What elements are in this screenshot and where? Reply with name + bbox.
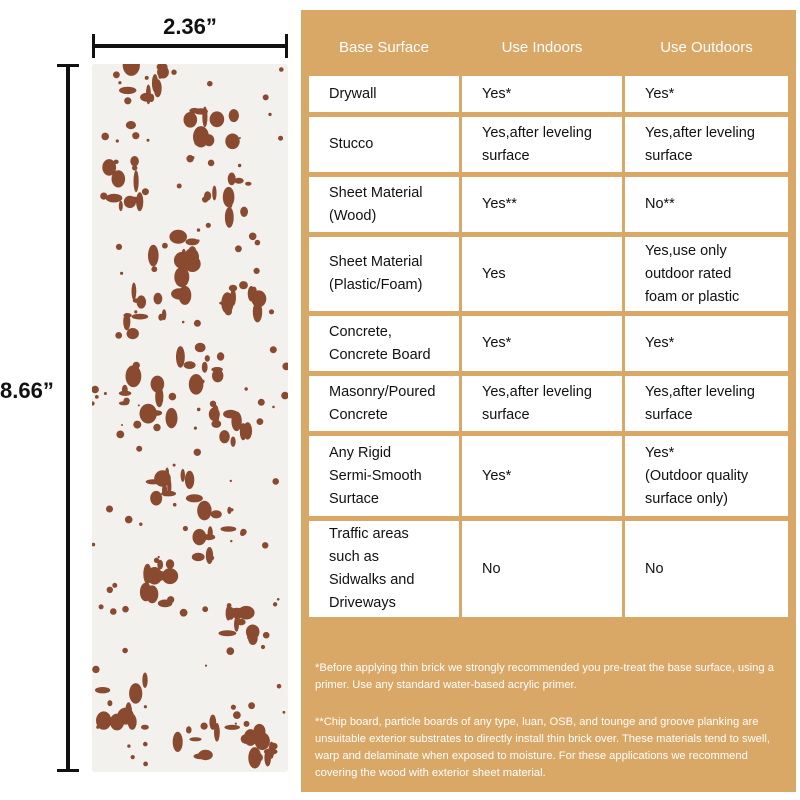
cell-surface	[309, 76, 462, 117]
thin-brick-image	[92, 64, 288, 772]
clay-speck	[272, 406, 275, 409]
clay-speck	[115, 332, 122, 339]
clay-patch	[192, 553, 205, 561]
cell-line: Sidwalks and	[329, 572, 415, 588]
cell-outdoors	[625, 436, 788, 521]
clay-patch	[148, 245, 159, 267]
clay-patch	[179, 286, 192, 305]
clay-speck	[197, 228, 200, 231]
clay-patch	[202, 362, 208, 373]
clay-speck	[244, 721, 250, 727]
clay-patch	[210, 556, 214, 560]
cell-line: Concrete	[329, 406, 388, 423]
clay-patch	[166, 559, 174, 569]
clay-speck	[96, 725, 99, 728]
clay-patch	[255, 732, 270, 750]
clay-speck	[132, 132, 139, 139]
cell-indoors	[462, 376, 625, 436]
clay-speck	[112, 583, 117, 588]
clay-speck	[268, 113, 271, 116]
cell-indoors	[462, 117, 625, 177]
clay-speck	[139, 523, 142, 526]
clay-speck	[132, 165, 137, 170]
clay-speck	[125, 516, 133, 524]
clay-patch	[240, 207, 248, 217]
clay-speck	[143, 742, 148, 747]
cell-line: Yes,use only	[645, 242, 727, 259]
clay-speck	[254, 753, 257, 756]
clay-patch	[217, 352, 224, 360]
clay-patch	[234, 178, 244, 184]
clay-patch	[174, 252, 190, 269]
clay-patch	[142, 673, 147, 688]
clay-speck	[247, 635, 252, 640]
cell-line: Driveways	[329, 595, 396, 611]
clay-speck	[277, 598, 280, 601]
clay-patch	[208, 526, 213, 539]
clay-patch	[162, 484, 167, 496]
clay-speck	[245, 387, 248, 390]
clay-speck	[262, 542, 268, 548]
clay-patch	[197, 501, 211, 521]
cell-indoors	[462, 76, 625, 117]
clay-patch	[219, 630, 237, 636]
table-row	[309, 117, 788, 177]
clay-patch	[228, 173, 236, 186]
clay-speck	[189, 246, 196, 253]
clay-speck	[202, 196, 208, 202]
clay-speck	[194, 427, 197, 430]
cell-line: surface	[645, 147, 693, 164]
clay-speck	[180, 609, 188, 617]
clay-speck	[220, 116, 222, 118]
clay-patch	[234, 617, 239, 632]
clay-speck	[230, 540, 232, 542]
clay-patch	[134, 170, 139, 192]
table-row	[309, 521, 788, 617]
cell-line: Sermi-Smooth	[329, 467, 422, 484]
clay-patch	[141, 725, 149, 730]
clay-patch	[140, 93, 153, 102]
clay-patch	[151, 376, 165, 393]
cell-line: Yes**	[482, 196, 517, 212]
clay-speck	[136, 446, 142, 452]
clay-speck	[177, 184, 182, 189]
clay-speck	[202, 606, 208, 612]
clay-patch	[158, 314, 163, 321]
cell-line: Any Rigid	[329, 444, 392, 461]
clay-speck	[116, 139, 119, 142]
cell-line: (Plastic/Foam)	[329, 277, 423, 293]
clay-patch	[223, 187, 235, 207]
clay-speck	[263, 94, 269, 100]
clay-patch	[95, 687, 110, 693]
cell-line: Stucco	[329, 136, 374, 152]
clay-speck	[143, 762, 148, 767]
clay-patch	[205, 355, 210, 362]
width-dimension-cap-right	[285, 34, 288, 58]
clay-speck	[92, 666, 99, 673]
cell-line: surface	[482, 406, 530, 423]
clay-speck	[173, 464, 176, 467]
clay-speck	[261, 645, 265, 649]
clay-patch	[189, 737, 201, 741]
clay-patch	[169, 230, 187, 244]
clay-speck	[277, 684, 282, 689]
clay-speck	[127, 744, 130, 747]
clay-patch	[166, 408, 178, 428]
cell-line: Masonry/Poured	[329, 383, 436, 400]
clay-speck	[263, 632, 270, 639]
clay-speck	[208, 138, 210, 140]
cell-outdoors	[625, 177, 788, 237]
table-row	[309, 76, 788, 117]
brick-texture	[92, 64, 288, 772]
table-row	[309, 316, 788, 376]
clay-speck	[235, 723, 237, 725]
clay-speck	[194, 320, 201, 327]
table-header-row	[309, 18, 788, 76]
cell-line: (Outdoor quality	[645, 467, 749, 484]
clay-speck	[162, 243, 168, 249]
clay-patch	[210, 111, 225, 127]
footnote-wood-substrates: **Chip board, particle boards of any type, luan, OSB, and tounge and groove planking are unsuitable exterior substrates to directly install thin brick over. These materials tend to swell, warp and delaminate when exposed to moisture. For these applications we recommend covering the wood with exterior sheet material.	[315, 716, 770, 779]
clay-speck	[194, 131, 201, 138]
clay-speck	[183, 526, 188, 531]
clay-patch	[244, 729, 257, 746]
clay-speck	[118, 81, 121, 84]
clay-speck	[133, 421, 141, 429]
clay-patch	[154, 470, 171, 486]
footnote-primer: *Before applying thin brick we strongly recommended you pre-treat the base surface, using a primer. Use any standard water-based acrylic primer.	[315, 662, 774, 691]
clay-patch	[230, 289, 236, 306]
clay-speck	[113, 71, 120, 78]
clay-speck	[210, 401, 216, 407]
clay-patch	[158, 600, 173, 608]
height-dimension-label: 8.66”	[0, 378, 54, 403]
clay-speck	[225, 308, 232, 315]
clay-speck	[283, 711, 286, 714]
clay-speck	[235, 245, 242, 252]
clay-patch	[140, 404, 157, 424]
cell-line: Yes*	[645, 85, 675, 102]
clay-patch	[224, 725, 240, 730]
clay-patch	[173, 732, 183, 752]
clay-patch	[126, 365, 142, 387]
clay-speck	[122, 606, 129, 613]
cell-line: Yes,after leveling	[645, 124, 755, 141]
clay-speck	[201, 723, 208, 730]
cell-surface	[309, 237, 462, 316]
clay-speck	[169, 393, 177, 401]
clay-speck	[227, 603, 232, 608]
cell-line: Drywall	[329, 85, 377, 102]
clay-patch	[186, 726, 192, 733]
clay-speck	[230, 480, 232, 482]
clay-patch	[119, 201, 123, 211]
clay-speck	[239, 137, 241, 139]
cell-line: Yes,after leveling	[482, 124, 592, 141]
clay-speck	[120, 272, 123, 275]
clay-patch	[176, 346, 185, 368]
clay-speck	[153, 424, 160, 431]
header-base-surface: Base Surface	[309, 18, 462, 76]
clay-speck	[182, 321, 185, 324]
clay-patch	[240, 423, 247, 440]
height-dimension-cap-top	[57, 64, 79, 67]
cell-indoors	[462, 316, 625, 376]
cell-outdoors	[625, 237, 788, 316]
clay-speck	[154, 558, 159, 563]
height-dimension-line	[66, 66, 70, 771]
clay-speck	[208, 160, 215, 167]
clay-patch	[209, 715, 216, 730]
clay-patch	[186, 238, 199, 245]
clay-patch	[264, 748, 278, 754]
cell-line: Yes*	[645, 335, 675, 351]
clay-patch	[107, 700, 112, 706]
clay-patch	[239, 281, 248, 289]
cell-surface	[309, 376, 462, 436]
clay-speck	[147, 139, 150, 142]
cell-surface	[309, 177, 462, 237]
table-row	[309, 237, 788, 316]
clay-speck	[124, 97, 131, 104]
clay-patch	[206, 547, 213, 564]
width-dimension-label: 2.36”	[163, 14, 217, 39]
clay-patch	[238, 606, 255, 620]
cell-line: Concrete Board	[329, 346, 431, 363]
clay-patch	[198, 750, 213, 760]
clay-speck	[205, 665, 207, 667]
clay-patch	[150, 491, 162, 506]
clay-patch	[211, 510, 222, 518]
clay-patch	[184, 361, 196, 369]
cell-outdoors	[625, 117, 788, 177]
clay-patch	[211, 367, 223, 372]
cell-line: Sheet Material	[329, 254, 423, 270]
clay-speck	[110, 608, 117, 615]
clay-speck	[145, 76, 149, 80]
clay-patch	[132, 283, 137, 300]
clay-speck	[116, 244, 122, 250]
clay-patch	[219, 430, 229, 443]
clay-patch	[206, 223, 211, 228]
clay-speck	[207, 81, 213, 87]
cell-line: Yes*	[482, 467, 512, 484]
cell-indoors	[462, 237, 625, 316]
cell-indoors	[462, 521, 625, 617]
cell-line: (Wood)	[329, 207, 377, 224]
clay-speck	[240, 531, 245, 536]
clay-patch	[152, 74, 158, 92]
clay-patch	[186, 494, 203, 502]
cell-line: Yes*	[645, 444, 675, 461]
clay-speck	[192, 156, 195, 159]
width-dimension-cap-left	[92, 34, 95, 58]
cell-line: foam or plastic	[645, 288, 740, 305]
clay-patch	[221, 526, 237, 532]
cell-line: Yes	[482, 265, 506, 282]
cell-indoors	[462, 436, 625, 521]
clay-speck	[131, 755, 135, 759]
clay-patch	[193, 529, 207, 545]
clay-speck	[257, 418, 264, 425]
base-surface-table-panel	[301, 10, 796, 792]
clay-speck	[254, 268, 260, 274]
table-row	[309, 436, 788, 521]
clay-speck	[121, 424, 123, 426]
cell-line: Yes,after leveling	[482, 383, 592, 400]
header-use-outdoors: Use Outdoors	[660, 38, 753, 56]
cell-surface	[309, 436, 462, 521]
clay-speck	[142, 188, 149, 195]
clay-speck	[101, 133, 109, 141]
clay-patch	[226, 606, 231, 621]
cell-outdoors	[625, 376, 788, 436]
clay-patch	[229, 109, 239, 122]
clay-speck	[144, 705, 147, 708]
clay-speck	[255, 240, 261, 246]
clay-speck	[273, 602, 277, 606]
cell-outdoors	[625, 76, 788, 117]
clay-patch	[110, 714, 124, 731]
clay-speck	[270, 346, 277, 353]
clay-patch	[195, 343, 206, 353]
clay-speck	[106, 506, 113, 513]
clay-patch	[127, 328, 139, 339]
clay-speck	[197, 408, 201, 412]
cell-line: Yes*	[482, 85, 512, 102]
clay-speck	[191, 117, 194, 120]
height-dimension-cap-bottom	[57, 769, 79, 772]
header-use-indoors: Use Indoors	[462, 18, 625, 76]
clay-patch	[194, 108, 208, 114]
clay-patch	[123, 313, 130, 330]
clay-patch	[133, 298, 142, 303]
cell-line: Traffic areas	[329, 526, 409, 542]
cell-line: No	[645, 560, 664, 577]
cell-line: surface only)	[645, 490, 729, 507]
clay-patch	[114, 160, 119, 164]
clay-speck	[107, 587, 113, 593]
clay-speck	[278, 136, 283, 141]
clay-patch	[126, 121, 136, 129]
clay-speck	[133, 362, 140, 369]
clay-patch	[122, 385, 128, 395]
clay-speck	[258, 399, 265, 406]
clay-speck	[248, 702, 255, 709]
clay-patch	[231, 437, 236, 447]
clay-patch	[185, 471, 194, 489]
cell-outdoors	[625, 316, 788, 376]
cell-line: Yes,after leveling	[645, 383, 755, 400]
clay-patch	[195, 379, 205, 385]
clay-patch	[225, 134, 239, 150]
clay-speck	[249, 233, 257, 241]
cell-line: No	[482, 560, 501, 577]
clay-speck	[113, 197, 117, 201]
cell-line: outdoor rated	[645, 265, 732, 282]
clay-speck	[95, 395, 99, 399]
clay-patch	[129, 683, 142, 704]
clay-speck	[173, 503, 177, 507]
clay-patch	[119, 87, 136, 94]
clay-patch	[132, 314, 149, 320]
clay-speck	[123, 398, 129, 404]
brick-whitewash	[92, 64, 288, 772]
clay-patch	[181, 469, 185, 482]
base-surface-table	[309, 18, 788, 617]
cell-surface	[309, 521, 462, 617]
clay-speck	[99, 604, 104, 609]
clay-patch	[130, 156, 139, 166]
clay-patch	[184, 112, 198, 128]
clay-speck	[226, 647, 234, 655]
clay-speck	[151, 266, 157, 272]
clay-patch	[211, 420, 221, 428]
clay-speck	[238, 164, 241, 167]
clay-speck	[230, 508, 233, 511]
clay-patch	[154, 293, 163, 305]
cell-line: Concrete,	[329, 323, 392, 340]
clay-speck	[158, 75, 162, 79]
clay-speck	[233, 711, 241, 719]
clay-patch	[174, 267, 189, 287]
clay-speck	[104, 392, 107, 395]
clay-speck	[231, 705, 236, 710]
clay-speck	[265, 756, 270, 761]
clay-speck	[197, 239, 200, 242]
table-row	[309, 376, 788, 436]
clay-patch	[245, 182, 251, 186]
clay-speck	[134, 310, 137, 313]
cell-line: Surtace	[329, 490, 379, 507]
cell-line: surface	[645, 406, 693, 423]
cell-line: No**	[645, 196, 675, 212]
clay-speck	[116, 431, 124, 439]
table-row	[309, 177, 788, 237]
clay-patch	[147, 567, 162, 585]
width-dimension-line	[92, 44, 288, 48]
clay-speck	[158, 556, 160, 558]
cell-surface	[309, 316, 462, 376]
clay-speck	[279, 67, 284, 72]
cell-outdoors	[625, 521, 788, 617]
clay-patch	[126, 197, 142, 204]
clay-speck	[138, 404, 140, 406]
clay-patch	[212, 186, 216, 201]
clay-speck	[272, 478, 279, 485]
clay-patch	[140, 583, 152, 602]
clay-speck	[122, 648, 128, 654]
clay-patch	[256, 293, 265, 303]
cell-line: Sheet Material	[329, 184, 423, 201]
clay-patch	[189, 374, 204, 395]
clay-patch	[225, 207, 234, 228]
cell-indoors	[462, 177, 625, 237]
cell-line: such as	[329, 549, 379, 565]
clay-patch	[248, 747, 261, 768]
clay-speck	[269, 309, 274, 314]
cell-line: surface	[482, 147, 530, 164]
cell-surface	[309, 117, 462, 177]
clay-speck	[171, 70, 176, 75]
cell-line: Yes*	[482, 335, 512, 351]
clay-speck	[100, 193, 107, 200]
clay-speck	[194, 449, 201, 456]
